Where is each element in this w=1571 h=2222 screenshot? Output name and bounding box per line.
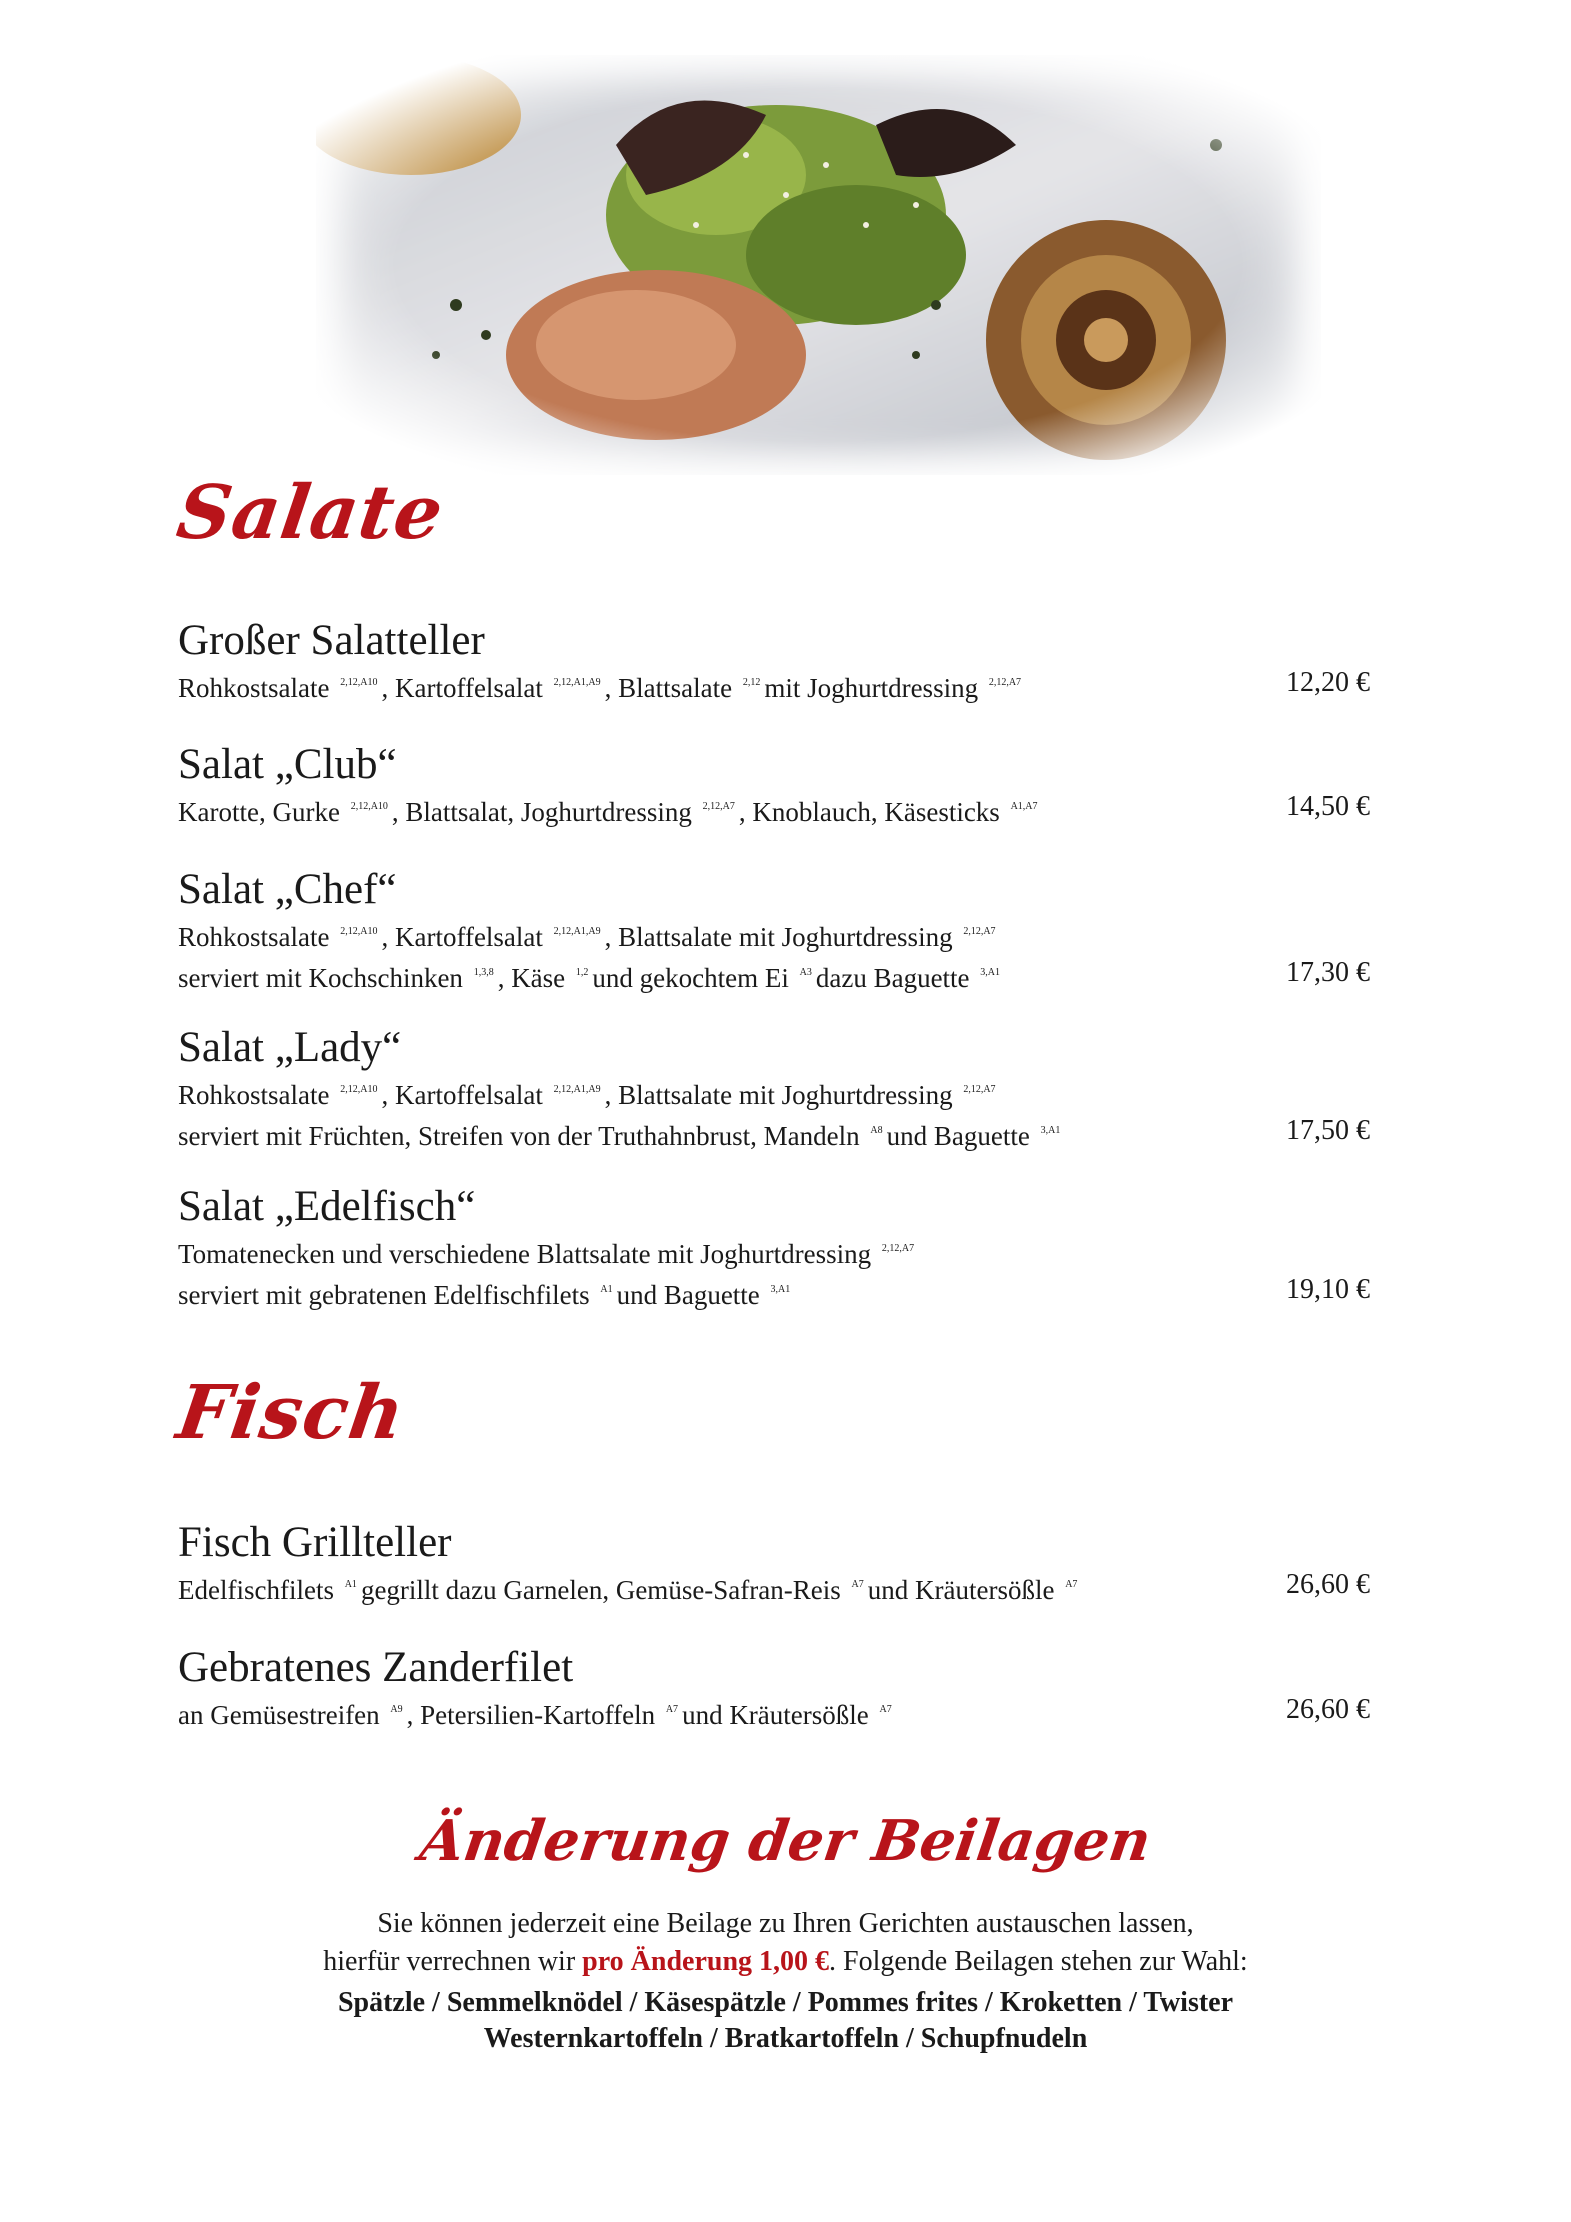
change-price-highlight: pro Änderung 1,00 € — [582, 1946, 830, 1977]
options-line-1: Spätzle / Semmelknödel / Käsespätzle / Pommes frites / Kroketten / Twister — [337, 1987, 1234, 2018]
item-description-line — [178, 955, 1370, 996]
item-description-line — [178, 789, 1370, 830]
allergen-code: 2,12,A10 — [340, 1084, 378, 1095]
allergen-code: 2,12 — [742, 677, 761, 688]
allergen-code: A8 — [870, 1125, 883, 1136]
item-price: 14,50 € — [1286, 791, 1370, 822]
menu-item — [178, 866, 1370, 996]
item-price: 17,30 € — [1286, 957, 1370, 988]
allergen-code: 3,A1 — [980, 967, 1001, 978]
menu-item — [178, 1183, 1370, 1313]
item-description-line — [178, 1692, 1370, 1733]
item-price: 26,60 € — [1286, 1694, 1370, 1725]
allergen-code: 2,12,A7 — [988, 677, 1022, 688]
changes-line-2: hierfür verrechnen wir pro Änderung 1,00 €. Folgende Beilagen stehen zur Wahl: — [323, 1946, 1248, 1977]
allergen-code: 2,12,A1,A9 — [553, 1084, 601, 1095]
allergen-code: 2,12,A1,A9 — [553, 926, 601, 937]
allergen-code: 2,12,A1,A9 — [553, 677, 601, 688]
options-line-2: Westernkartoffeln / Bratkartoffeln / Schupfnudeln — [483, 2023, 1088, 2054]
description-text: , Kartoffelsalat — [381, 1080, 543, 1110]
allergen-code: 2,12,A7 — [702, 801, 735, 812]
item-name: Gebratenes Zanderfilet — [178, 1644, 574, 1691]
allergen-code: A7 — [665, 1704, 679, 1715]
allergen-code: A3 — [799, 967, 812, 978]
allergen-code: 2,12,A7 — [963, 926, 996, 937]
description-text: , Petersilien-Kartoffeln — [406, 1700, 656, 1730]
description-text: , Blattsalate mit Joghurtdressing — [604, 1080, 953, 1110]
description-text: Karotte, Gurke — [178, 797, 340, 827]
changes-line-1: Sie können jederzeit eine Beilage zu Ihren Gerichten austauschen lassen, — [377, 1908, 1194, 1939]
allergen-code: 1,3,8 — [473, 967, 494, 978]
changes-description — [0, 1905, 1571, 1981]
description-text: dazu Baguette — [815, 963, 970, 993]
description-text: und Kräutersößle — [867, 1575, 1055, 1605]
section-title-salate: Salate — [171, 470, 449, 556]
allergen-code: 2,12,A7 — [963, 1084, 996, 1095]
description-text: serviert mit Früchten, Streifen von der Truthahnbrust, Mandeln — [178, 1121, 860, 1151]
allergen-code: 2,12,A7 — [881, 1243, 915, 1254]
item-name: Salat „Edelfisch“ — [178, 1183, 476, 1230]
allergen-code: A7 — [879, 1704, 892, 1715]
hero-food-image — [316, 55, 1321, 475]
description-text: gegrillt dazu Garnelen, Gemüse-Safran-Reis — [360, 1575, 841, 1605]
allergen-code: 1,2 — [575, 967, 589, 978]
item-price: 17,50 € — [1286, 1115, 1370, 1146]
description-text: , Kartoffelsalat — [381, 673, 543, 703]
description-text: serviert mit gebratenen Edelfischfilets — [178, 1280, 590, 1310]
description-text: , Knoblauch, Käsesticks — [738, 797, 1000, 827]
description-text: Rohkostsalate — [178, 1080, 330, 1110]
changes-title: Änderung der Beilagen — [416, 1808, 1155, 1874]
menu-item — [178, 741, 1370, 830]
description-text: mit Joghurtdressing — [764, 673, 979, 703]
description-text: und Kräutersößle — [682, 1700, 869, 1730]
section-title-fisch: Fisch — [171, 1370, 411, 1456]
allergen-code: A1 — [600, 1284, 613, 1295]
item-name: Salat „Club“ — [178, 741, 397, 788]
item-description-line — [178, 1567, 1370, 1608]
item-description-line — [178, 1231, 1370, 1272]
item-price: 12,20 € — [1286, 667, 1370, 698]
description-text: Rohkostsalate — [178, 922, 330, 952]
item-description-line — [178, 1272, 1370, 1313]
allergen-code: 3,A1 — [770, 1284, 791, 1295]
item-description-line — [178, 1113, 1370, 1154]
allergen-code: 3,A1 — [1040, 1125, 1061, 1136]
item-price: 26,60 € — [1286, 1569, 1370, 1600]
allergen-code: A9 — [390, 1704, 403, 1715]
description-text: , Käse — [497, 963, 566, 993]
item-price: 19,10 € — [1286, 1274, 1370, 1305]
item-name: Großer Salatteller — [178, 617, 485, 664]
menu-item — [178, 1519, 1370, 1608]
description-text: , Blattsalate mit Joghurtdressing — [604, 922, 953, 952]
description-text: und gekochtem Ei — [592, 963, 789, 993]
side-dish-options — [0, 1985, 1571, 2057]
description-text: Rohkostsalate — [178, 673, 330, 703]
item-name: Fisch Grillteller — [178, 1519, 452, 1566]
description-text: an Gemüsestreifen — [178, 1700, 380, 1730]
item-description-line — [178, 665, 1370, 706]
description-text: , Blattsalat, Joghurtdressing — [391, 797, 692, 827]
allergen-code: A1 — [344, 1579, 357, 1590]
description-text: und Baguette — [886, 1121, 1030, 1151]
item-description-line — [178, 914, 1370, 955]
description-text: und Baguette — [616, 1280, 760, 1310]
allergen-code: 2,12,A10 — [340, 677, 378, 688]
allergen-code: A7 — [1065, 1579, 1078, 1590]
item-name: Salat „Chef“ — [178, 866, 397, 913]
menu-item — [178, 617, 1370, 706]
item-description-line — [178, 1072, 1370, 1113]
description-text: Edelfischfilets — [178, 1575, 334, 1605]
description-text: , Blattsalate — [604, 673, 733, 703]
allergen-code: A7 — [851, 1579, 864, 1590]
allergen-code: A1,A7 — [1010, 801, 1038, 812]
item-name: Salat „Lady“ — [178, 1024, 402, 1071]
description-text: serviert mit Kochschinken — [178, 963, 463, 993]
allergen-code: 2,12,A10 — [340, 926, 378, 937]
description-text: Tomatenecken und verschiedene Blattsalate mit Joghurtdressing — [178, 1239, 872, 1269]
description-text: , Kartoffelsalat — [381, 922, 543, 952]
allergen-code: 2,12,A10 — [350, 801, 388, 812]
menu-item — [178, 1024, 1370, 1154]
menu-item — [178, 1644, 1370, 1733]
